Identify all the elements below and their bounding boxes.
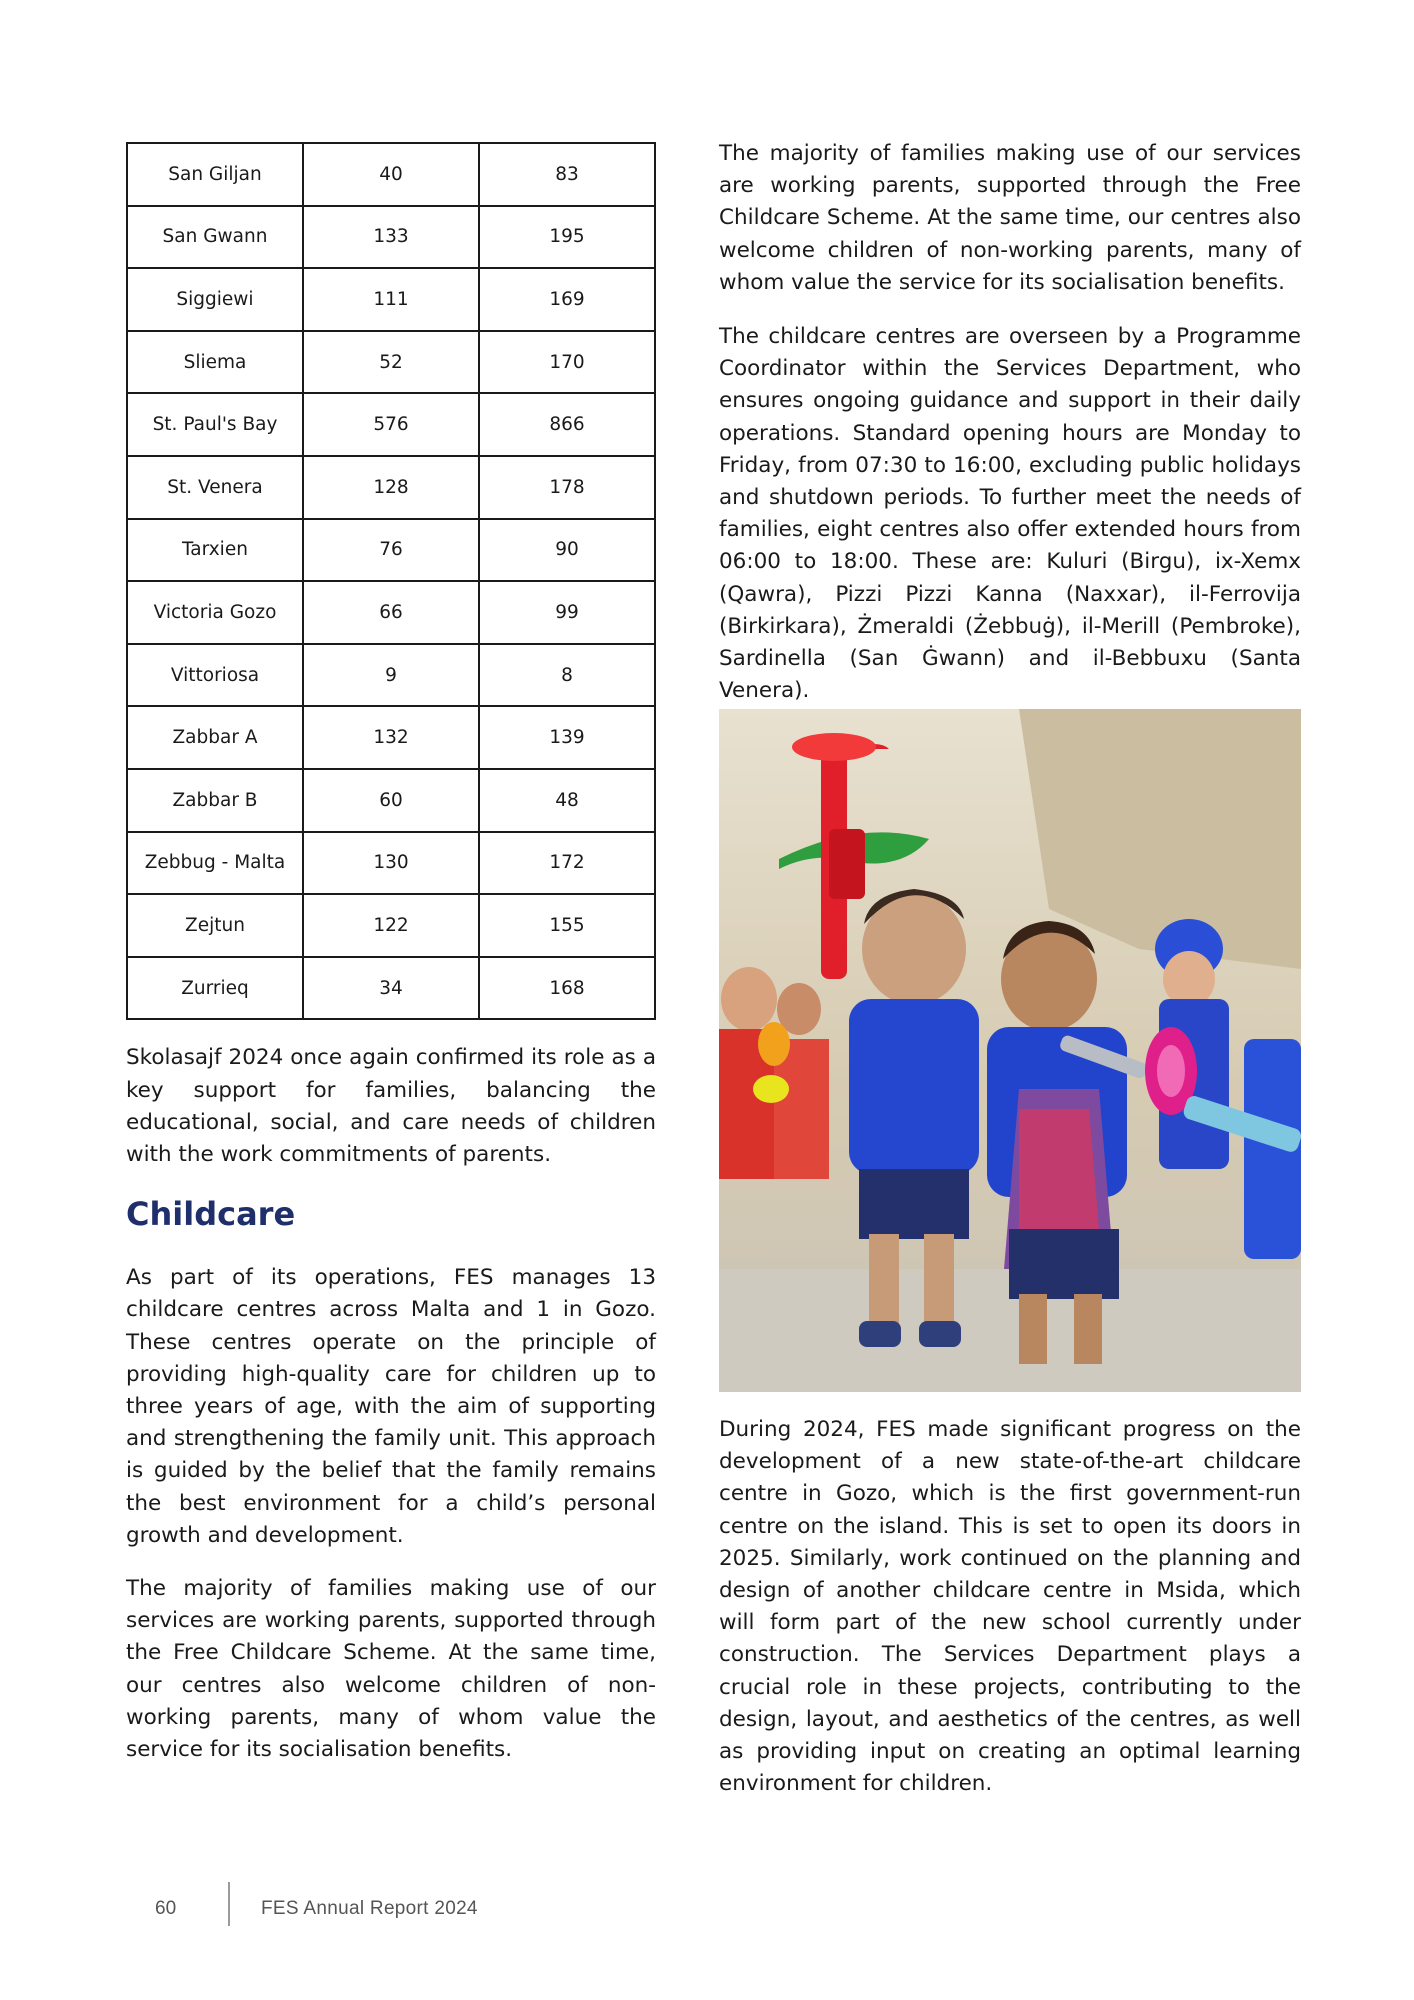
table-row xyxy=(127,832,655,895)
footer-divider xyxy=(228,1882,230,1926)
locality-cell: Zurrieq xyxy=(127,957,303,1020)
table-row xyxy=(127,957,655,1020)
table-row xyxy=(127,706,655,769)
locality-cell: Tarxien xyxy=(127,519,303,582)
count-cell-b: 172 xyxy=(479,832,655,895)
table-row xyxy=(127,456,655,519)
count-cell-a: 122 xyxy=(303,894,479,957)
count-cell-b: 8 xyxy=(479,644,655,707)
childcare-paragraph-1: As part of its operations, FES manages 13 childcare centres across Malta and 1 in Gozo. These centres operate on the principle of providing high-quality care for children up to three years of age, with the aim of supporting and strengthening the family unit. This approach is guided by the belief that the family remains the best environment for a child’s personal growth and development. xyxy=(126,1265,656,1548)
table-row xyxy=(127,268,655,331)
count-cell-b: 178 xyxy=(479,456,655,519)
skolasajf-paragraph: Skolasajf 2024 once again confirmed its role as a key support for families, balancing the educational, social, and care needs of children with the work commitments of parents. xyxy=(126,1045,656,1167)
count-cell-a: 111 xyxy=(303,268,479,331)
table-row xyxy=(127,393,655,456)
locality-cell: Sliema xyxy=(127,331,303,394)
page-number: 60 xyxy=(155,1898,177,1919)
locality-cell: Zabbar B xyxy=(127,769,303,832)
right-column xyxy=(719,138,1301,707)
count-cell-a: 52 xyxy=(303,331,479,394)
families-paragraph: The majority of families making use of our services are working parents, supported through the Free Childcare Scheme. At the same time, our centres also welcome children of non-working parents, many of whom value the service for its socialisation benefits. xyxy=(719,141,1301,295)
count-cell-b: 139 xyxy=(479,706,655,769)
count-cell-a: 76 xyxy=(303,519,479,582)
count-cell-b: 168 xyxy=(479,957,655,1020)
table-row xyxy=(127,143,655,206)
locality-cell: Vittoriosa xyxy=(127,644,303,707)
count-cell-b: 48 xyxy=(479,769,655,832)
right-column-bottom xyxy=(719,1414,1301,1800)
locality-cell: Siggiewi xyxy=(127,268,303,331)
table-row xyxy=(127,581,655,644)
locality-cell: Zejtun xyxy=(127,894,303,957)
children-band-photo-illustration xyxy=(719,709,1301,1392)
count-cell-b: 195 xyxy=(479,206,655,269)
count-cell-b: 866 xyxy=(479,393,655,456)
count-cell-a: 40 xyxy=(303,143,479,206)
opening-hours-paragraph: The childcare centres are overseen by a Programme Coordinator within the Services Department, who ensures ongoing guidance and support in their daily operations. Standard opening hours are Monday to Friday, from 07:30 to 16:00, excluding public holidays and shutdown periods. To further meet the needs of families, eight centres also offer extended hours from 06:00 to 18:00. These are: Kuluri (Birgu), ix-Xemx (Qawra), Pizzi Pizzi Kanna (Naxxar), il-Ferrovija (Birkirkara), Żmeraldi (Żebbuġ), il-Merill (Pembroke), Sardinella (San Ġwann) and il-Bebbuxu (Santa Venera). xyxy=(719,324,1301,704)
count-cell-a: 128 xyxy=(303,456,479,519)
section-heading-childcare: Childcare xyxy=(126,1195,296,1234)
locality-cell: St. Venera xyxy=(127,456,303,519)
count-cell-b: 169 xyxy=(479,268,655,331)
table-row xyxy=(127,894,655,957)
count-cell-a: 9 xyxy=(303,644,479,707)
count-cell-a: 576 xyxy=(303,393,479,456)
locality-cell: San Giljan xyxy=(127,143,303,206)
locality-cell: San Gwann xyxy=(127,206,303,269)
count-cell-b: 90 xyxy=(479,519,655,582)
table-row xyxy=(127,331,655,394)
gozo-centre-paragraph: During 2024, FES made significant progress on the development of a new state-of-the-art childcare centre in Gozo, which is the first government-run centre on the island. This is set to open its doors in 2025. Similarly, work continued on the planning and design of another childcare centre in Msida, which will form part of the new school currently under construction. The Services Department plays a crucial role in these projects, contributing to the design, layout, and aesthetics of the centres, as well as providing input on creating an optimal learning environment for children. xyxy=(719,1417,1301,1797)
count-cell-a: 130 xyxy=(303,832,479,895)
locality-cell: Zebbug - Malta xyxy=(127,832,303,895)
attendance-table-body xyxy=(127,143,655,1019)
count-cell-b: 155 xyxy=(479,894,655,957)
count-cell-a: 132 xyxy=(303,706,479,769)
count-cell-b: 83 xyxy=(479,143,655,206)
locality-cell: Zabbar A xyxy=(127,706,303,769)
locality-cell: St. Paul's Bay xyxy=(127,393,303,456)
left-column xyxy=(126,142,656,1766)
table-row xyxy=(127,206,655,269)
footer-report-title: FES Annual Report 2024 xyxy=(261,1898,478,1919)
childcare-paragraph-2: The majority of families making use of our services are working parents, supported through the Free Childcare Scheme. At the same time, our centres also welcome children of non-working parents, many of whom value the service for its socialisation benefits. xyxy=(126,1575,656,1762)
count-cell-a: 133 xyxy=(303,206,479,269)
table-row xyxy=(127,644,655,707)
count-cell-a: 60 xyxy=(303,769,479,832)
count-cell-b: 170 xyxy=(479,331,655,394)
count-cell-b: 99 xyxy=(479,581,655,644)
table-row xyxy=(127,519,655,582)
children-band-photo xyxy=(719,709,1301,1392)
attendance-table xyxy=(126,142,656,1020)
table-row xyxy=(127,769,655,832)
locality-cell: Victoria Gozo xyxy=(127,581,303,644)
count-cell-a: 34 xyxy=(303,957,479,1020)
count-cell-a: 66 xyxy=(303,581,479,644)
